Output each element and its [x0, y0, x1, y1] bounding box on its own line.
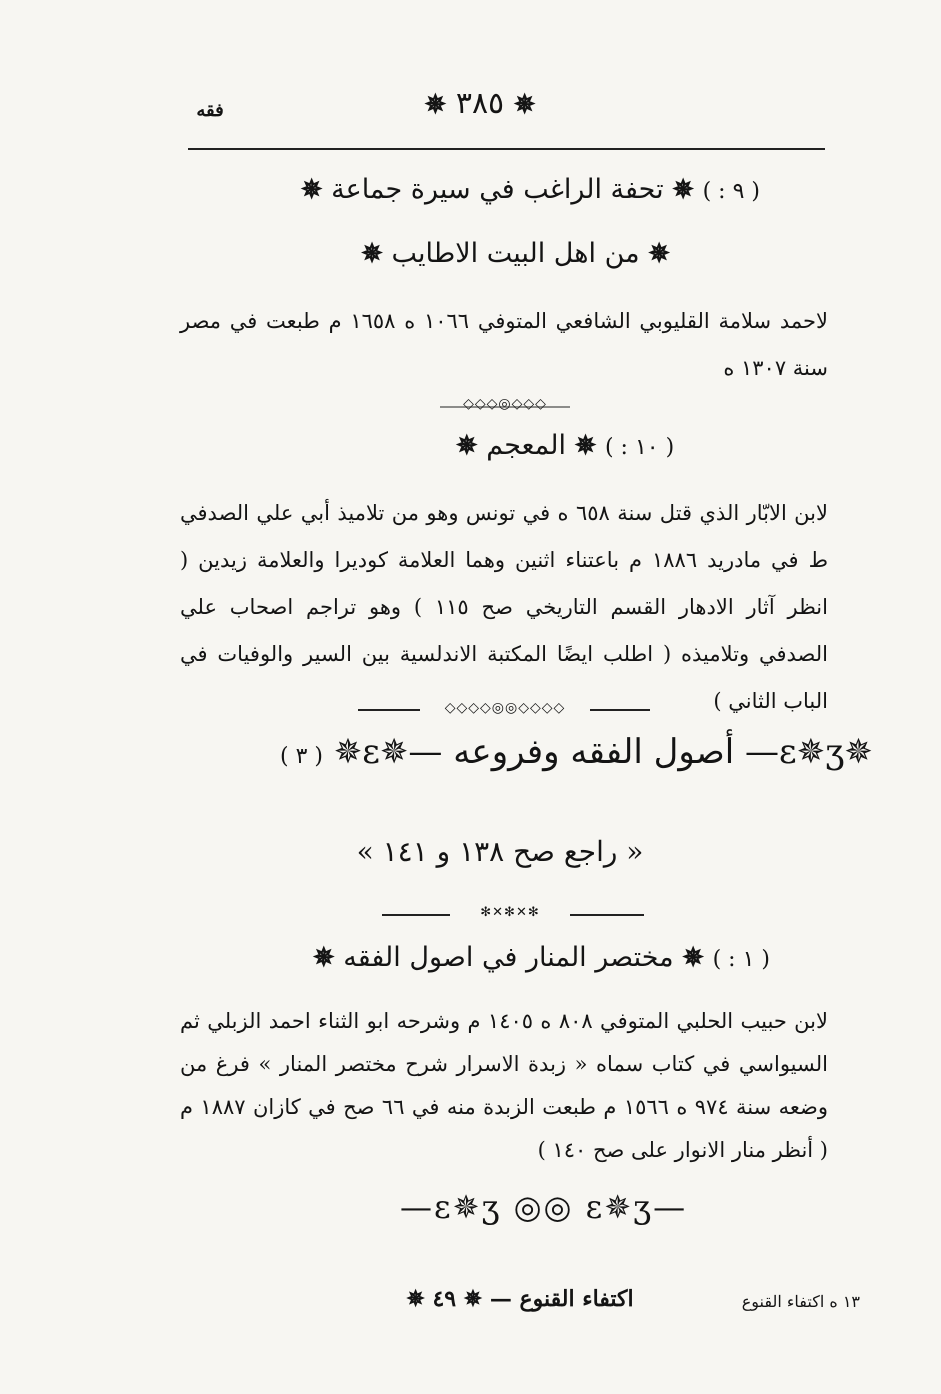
page-number-heading	[330, 86, 630, 121]
entry-number: ( ١ : )	[712, 947, 770, 972]
section-title: أصول الفقه وفروعه	[453, 732, 735, 772]
star-ornament-icon: ✵	[513, 90, 536, 120]
section-heading	[280, 732, 873, 772]
page-number: ٣٨٥	[455, 86, 505, 121]
star-ornament-icon: ✵	[574, 431, 597, 461]
divider-knot: ◇◇◇◇◎◎◇◇◇◇	[444, 700, 566, 716]
star-ornament-icon: ✵	[312, 943, 335, 973]
tail-ornament: —ɛ✵ʒ ◎◎ ɛ✵ʒ—	[400, 1188, 688, 1226]
star-ornament-icon: ✵	[361, 239, 383, 269]
entry-title-s1	[312, 942, 770, 973]
star-ornament-icon: ✵	[682, 943, 705, 973]
entry-title-text: مختصر المنار في اصول الفقه	[343, 942, 674, 973]
entry-title-text: المعجم	[486, 430, 566, 461]
section-number: ( ٣ )	[280, 744, 323, 769]
header-divider	[188, 148, 825, 150]
entry-number: ( ١٠ : )	[604, 435, 675, 460]
section-reference: « راجع صح ١٣٨ و ١٤١ »	[356, 835, 644, 868]
entry-title-9-line2	[361, 238, 670, 269]
footer-signature: ١٣ ه اكتفاء القنوع	[741, 1292, 860, 1311]
entry-body-s1: لابن حبيب الحلبي المتوفي ٨٠٨ ه ١٤٠٥ م وشرحه ابو الثناء احمد الزبلي ثم السيواسي في كتاب سماه « زبدة الاسرار شرح مختصر المنار » فرغ من وضعه سنة ٩٧٤ ه ١٥٦٦ م طبعت الزبدة منه في ٦٦ صح في كازان ١٨٨٧ م ( أنظر منار الانوار على صح ١٤٠ )	[180, 1009, 828, 1162]
star-ornament-icon: ✵	[672, 175, 695, 205]
star-ornament-icon: ✵	[424, 90, 447, 120]
entry-title-text: من اهل البيت الاطايب	[391, 238, 640, 269]
star-ornament-icon: ✵	[648, 239, 670, 269]
divider-knot: ◇◇◇◎◇◇◇	[463, 396, 547, 412]
star-ornament-icon: ✵	[455, 431, 478, 461]
ornament-divider	[420, 700, 590, 716]
ornament-divider	[450, 905, 570, 920]
entry-title-10	[440, 430, 690, 461]
section-flourish: —ɛ✵ʒ✵	[745, 732, 873, 772]
entry-title-text: تحفة الراغب في سيرة جماعة	[331, 174, 664, 205]
divider-knot: ✻✕✻✕✻	[480, 905, 540, 920]
ornament-rule-line	[440, 406, 570, 408]
entry-number: ( ٩ : )	[702, 179, 760, 204]
footer-running-title: اكتفاء القنوع — ✵ ٤٩ ✵	[406, 1286, 634, 1312]
entry-body-9: لاحمد سلامة القليوبي الشافعي المتوفي ١٠٦٦ ه ١٦٥٨ م طبعت في مصر سنة ١٣٠٧ ه	[180, 309, 828, 380]
section-flourish: ✵ɛ✵—	[333, 732, 443, 772]
entry-title-9	[300, 174, 760, 205]
entry-body-10: لابن الابّار الذي قتل سنة ٦٥٨ ه في تونس وهو من تلاميذ أبي علي الصدفي ط في مادريد ١٨٨٦ م باعتناء اثنين وهما العلامة كوديرا والعلامة زيدين ( انظر آثار الادهار القسم التاريخي صح ١١٥ ) وهو تراجم اصحاب علي الصدفي وتلاميذه ( اطلب ايضًا المكتبة الاندلسية بين السير والوفيات في الباب الثاني )	[180, 501, 828, 713]
section-label: فقه	[196, 100, 224, 121]
star-ornament-icon: ✵	[300, 175, 323, 205]
ornament-divider	[440, 396, 570, 412]
